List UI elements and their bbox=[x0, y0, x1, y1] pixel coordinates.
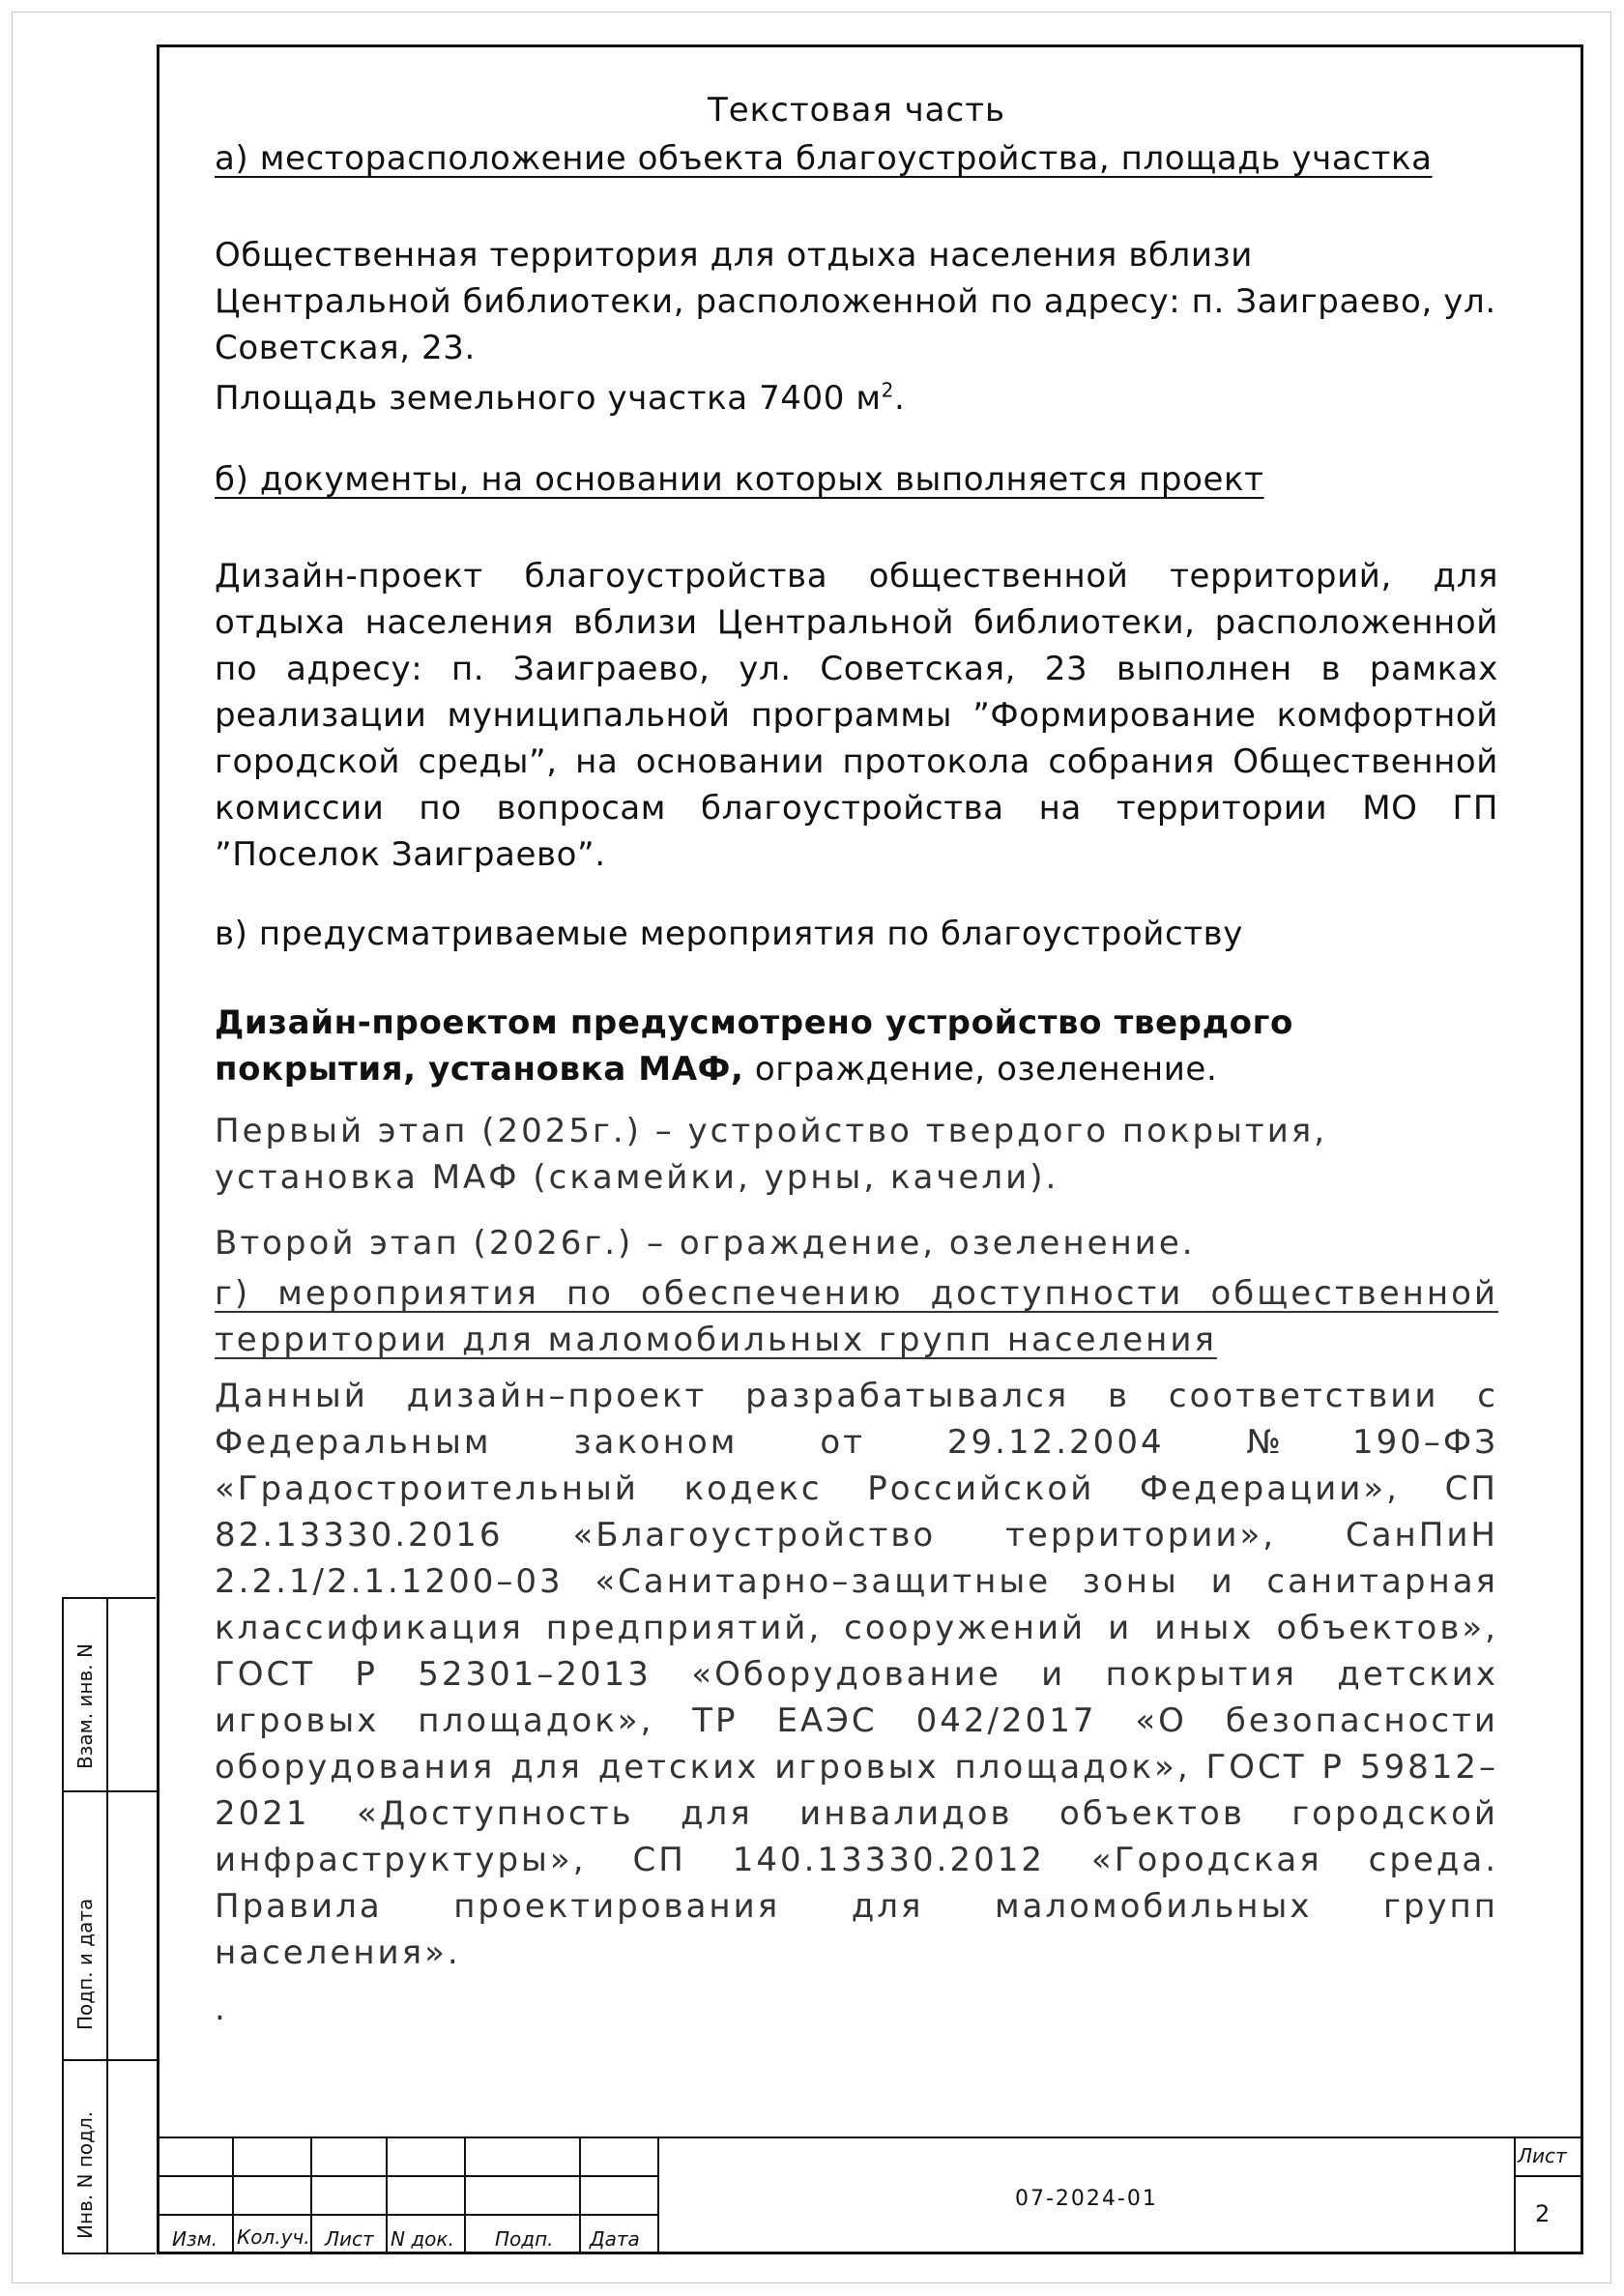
podp-data-label: Подп. и дата bbox=[73, 1898, 97, 2030]
doc-code: 07-2024-01 bbox=[1015, 2187, 1158, 2211]
tb-vline-4 bbox=[464, 2136, 466, 2254]
strip-row-divider-1 bbox=[62, 1790, 157, 1792]
vzam-inv-label: Взам. инв. N bbox=[73, 1643, 97, 1769]
section-g-text: Данный дизайн–проект разрабатывался в соответствии с Федеральным законом от 29.12.2004 №190–ФЗ «Градостроительный кодекс Российской Федерации», СП 82.13330.2016 «Благоустройство территории», СанПиН 2.2.1/2.1.1200–03 «Санитарно–защитные зоны и санитарная классификация предприятий, сооружений и иных объектов», ГОСТ Р 52301–2013 «Оборудование и покрытия детских игровых площадок», ТР ЕАЭС 042/2017 «О безопасности оборудования для детских игровых площадок», ГОСТ Р 59812–2021 «Доступность для инвалидов объектов городской инфраструктуры», СП 140.13330.2012 «Городская среда. Правила проектирования для маломобильных групп населения». bbox=[215, 1377, 1498, 1972]
section-v-text-rest: ограждение, озеленение. bbox=[743, 1050, 1218, 1089]
text-content bbox=[215, 89, 1498, 2032]
page-title: Текстовая часть bbox=[707, 91, 1006, 130]
trailing-dot: . bbox=[215, 1990, 228, 2028]
section-b-text: Дизайн-проект благоустройства общественной территорий, для отдыха населения вблизи Центральной библиотеки, расположенной по адресу: п. Заиграево, ул. Советская, 23 выполнен в рамках реализации муниципальной программы ”Формирование комфортной городской среды”, на основании протокола собрания Общественной комиссии по вопросам благоустройства на территории МО ГП ”Поселок Заиграево”. bbox=[215, 557, 1498, 874]
tb-vline-sheet bbox=[1514, 2136, 1516, 2254]
tb-col-podp: Подп. bbox=[495, 2227, 554, 2251]
area-superscript: 2 bbox=[881, 378, 894, 402]
strip-row-divider-2 bbox=[62, 2059, 157, 2061]
stage-2-text: Второй этап (2026г.) – ограждение, озеленение. bbox=[215, 1224, 1196, 1263]
section-a-text: Общественная территория для отдыха населения вблизи Центральной библиотеки, расположенной по адресу: п. Заиграево, ул. Советская, 23. bbox=[215, 236, 1496, 367]
tb-col-ndok: N док. bbox=[391, 2227, 454, 2251]
section-a-heading: а) месторасположение объекта благоустройства, площадь участка bbox=[215, 139, 1433, 178]
section-g-heading: г) мероприятия по обеспечению доступности общественной территории для маломобильных групп населения bbox=[215, 1274, 1498, 1359]
section-b-heading: б) документы, на основании которых выполняется проект bbox=[215, 460, 1264, 499]
tb-col-izm: Изм. bbox=[172, 2227, 218, 2251]
section-v-text-bold: Дизайн-проектом предусмотрено устройство твердого покрытия, установка МАФ, bbox=[215, 1003, 1293, 1089]
tb-vline-3 bbox=[386, 2136, 388, 2254]
tb-col-kolch: Кол.уч. bbox=[237, 2225, 310, 2249]
inv-podl-label: Инв. N подл. bbox=[73, 2110, 97, 2239]
sheet-label: Лист bbox=[1518, 2144, 1567, 2167]
section-v-heading: в) предусматриваемые мероприятия по благоустройству bbox=[215, 915, 1244, 953]
strip-col-divider bbox=[106, 1597, 108, 2254]
tb-hline-right-top bbox=[659, 2136, 1583, 2138]
area-suffix: . bbox=[893, 379, 906, 418]
tb-hline-sheet bbox=[1516, 2175, 1583, 2177]
section-a-area bbox=[215, 375, 1498, 421]
area-text: Площадь земельного участка 7400 м bbox=[215, 379, 882, 418]
sheet-number: 2 bbox=[1535, 2200, 1551, 2227]
tb-vline-2 bbox=[310, 2136, 312, 2254]
stage-1-text: Первый этап (2025г.) – устройство твердого покрытия, установка МАФ (скамейки, урны, качели). bbox=[215, 1112, 1328, 1197]
tb-vline-1 bbox=[232, 2136, 234, 2254]
tb-vline-6 bbox=[657, 2136, 659, 2254]
tb-col-data: Дата bbox=[590, 2227, 640, 2251]
tb-vline-5 bbox=[579, 2136, 581, 2254]
section-v-text bbox=[215, 1000, 1498, 1092]
tb-col-list: Лист bbox=[325, 2227, 374, 2251]
